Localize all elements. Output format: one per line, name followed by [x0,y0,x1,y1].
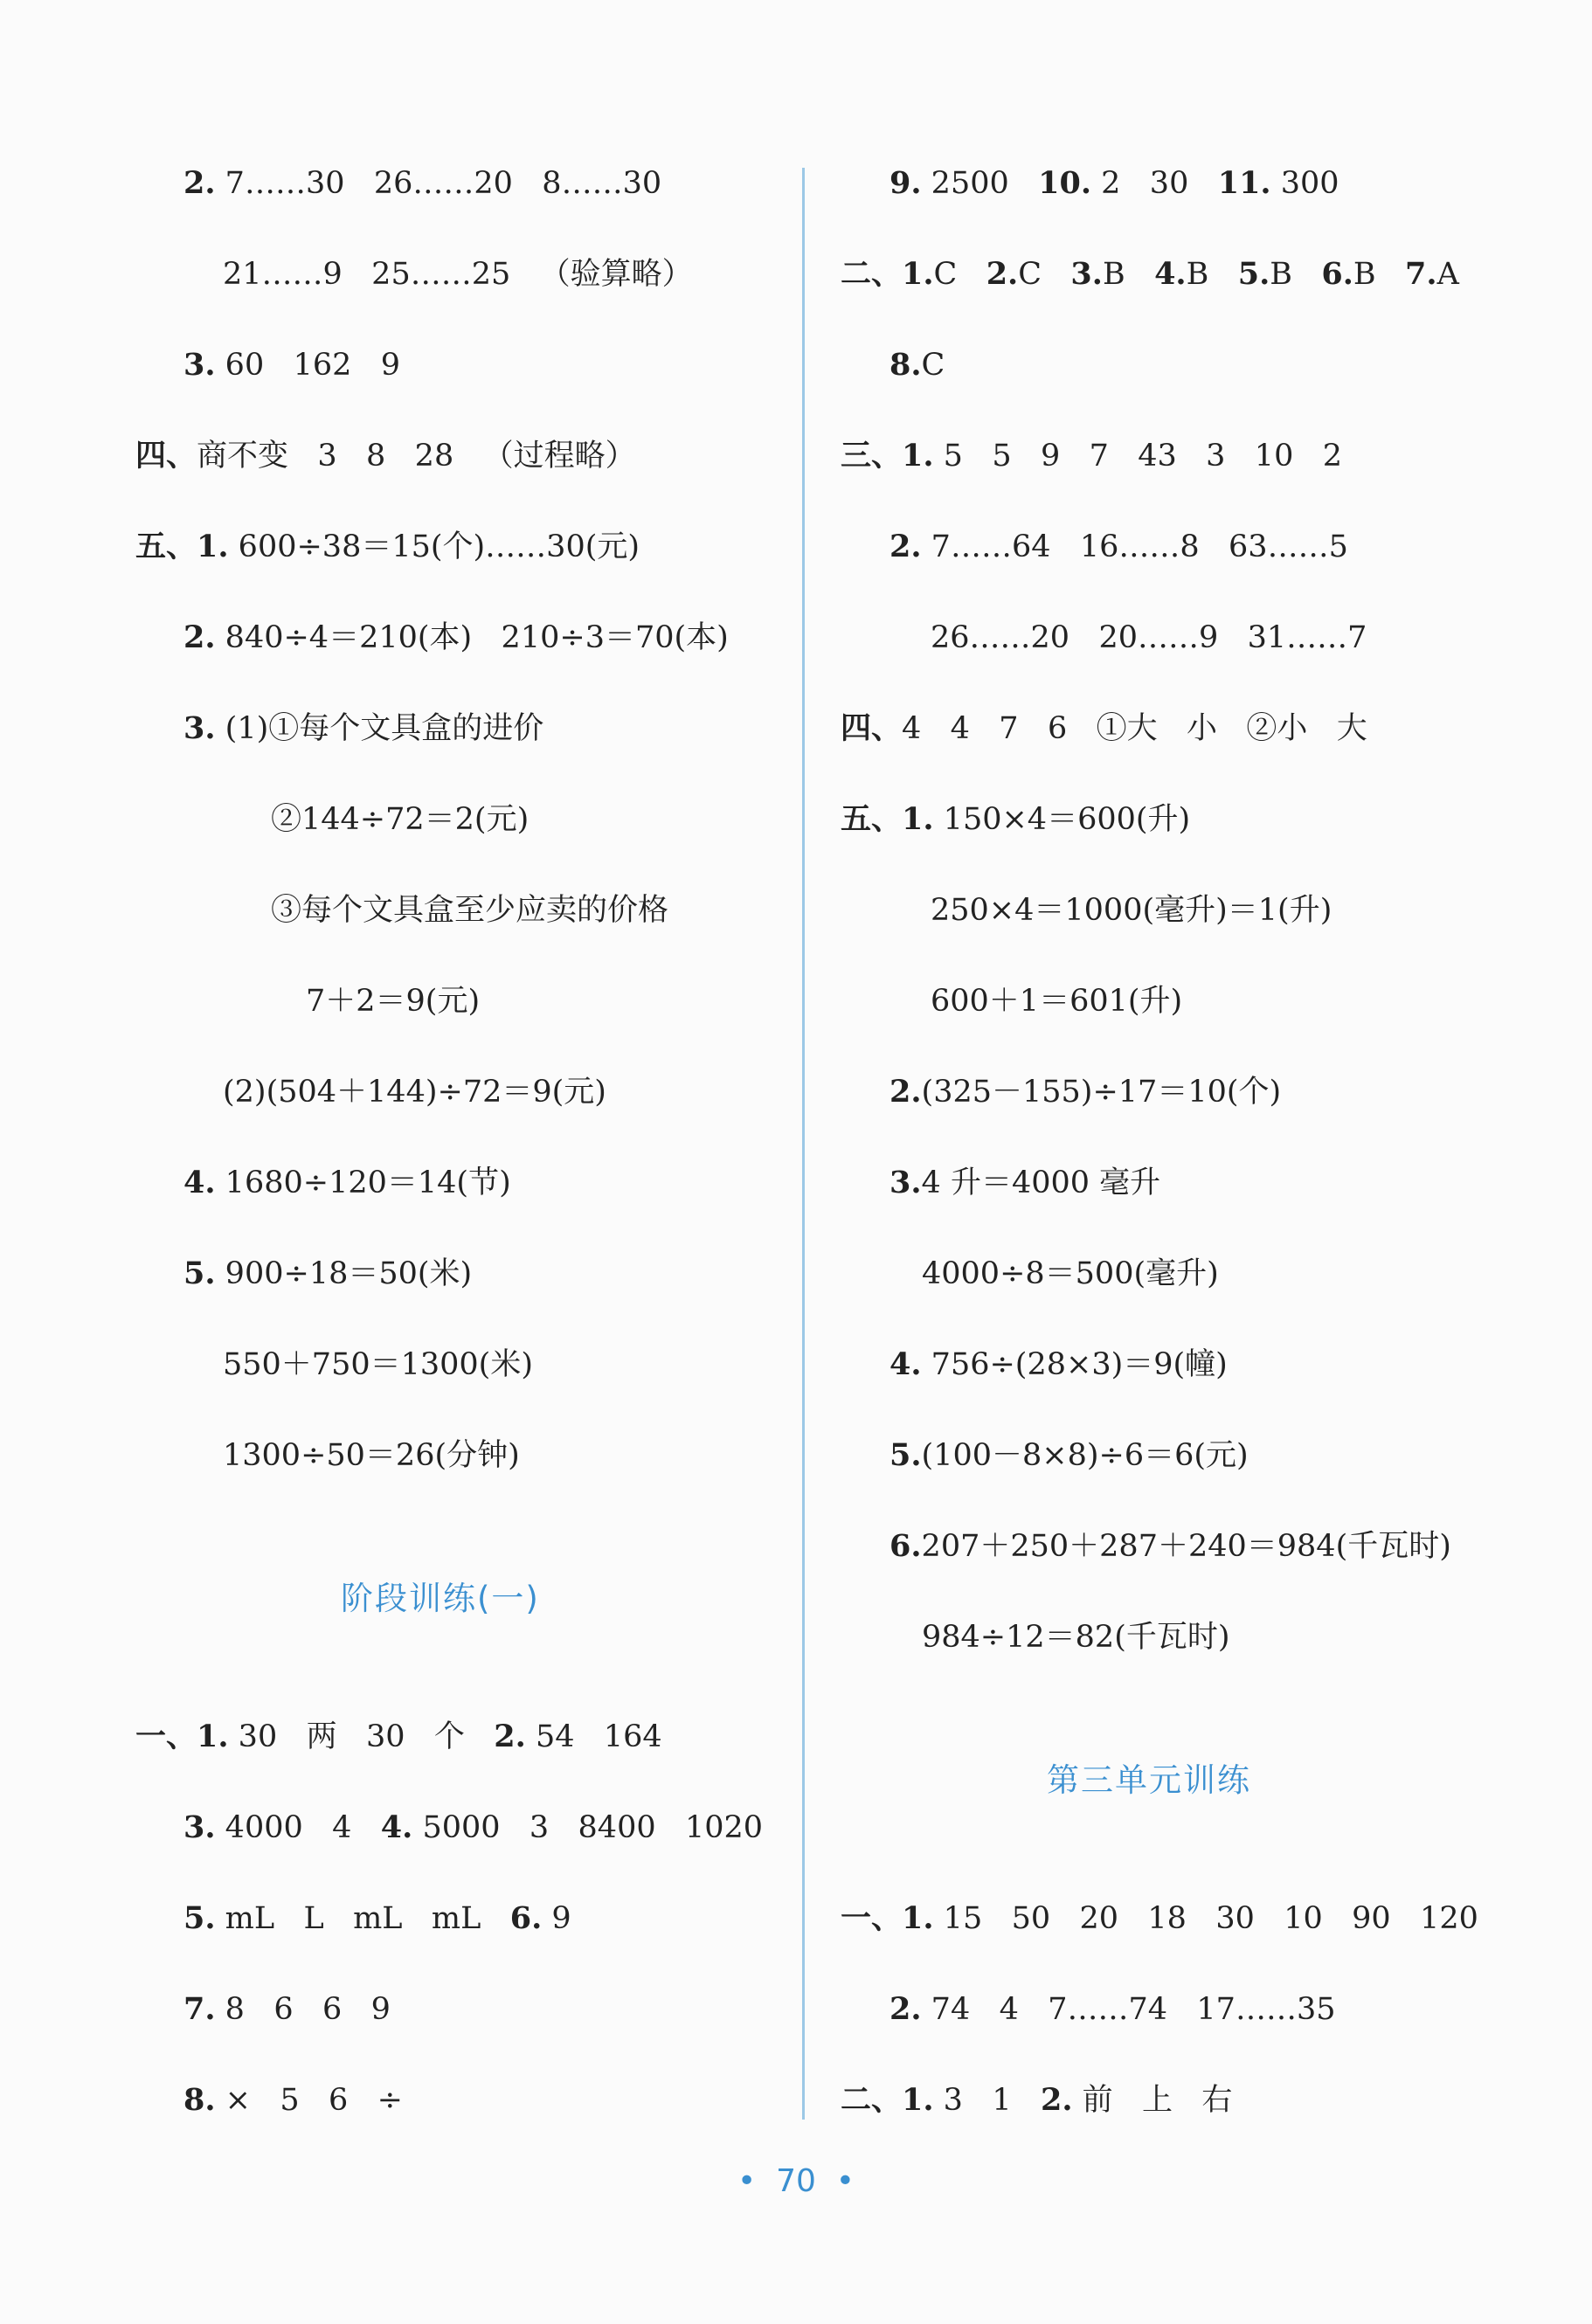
left-line-19: 7. 8 6 6 9 [183,1991,391,2027]
left-line-13: 5. 900÷18＝50(米) [183,1255,473,1291]
left-line-15: 1300÷50＝26(分钟) [223,1438,520,1473]
right-line-17: 984÷12＝82(千瓦时) [922,1620,1230,1655]
left-line-16: 一、1. 30 两 30 个 2. 54 164 [135,1719,662,1754]
left-line-6: 2. 840÷4＝210(本) 210÷3＝70(本) [183,619,729,655]
left-line-1: 2. 7……30 26……20 8……30 [183,165,662,201]
right-line-7: 四、4 4 7 6 ①大 小 ②小 大 [841,710,1367,746]
left-line-18: 5. mL L mL mL 6. 9 [183,1900,571,1936]
column-divider [802,168,805,2120]
right-line-20: 二、1. 3 1 2. 前 上 右 [841,2082,1233,2118]
section-heading-stage-training: 阶段训练(一) [341,1580,540,1617]
right-line-3: 8.C [889,347,945,383]
left-line-5: 五、1. 600÷38＝15(个)……30(元) [135,529,640,564]
left-line-17: 3. 4000 4 4. 5000 3 8400 1020 [183,1809,764,1845]
left-line-10: 7＋2＝9(元) [306,984,481,1019]
left-line-3: 3. 60 162 9 [183,347,401,383]
right-line-12: 3.4 升＝4000 毫升 [889,1165,1161,1200]
right-line-4: 三、1. 5 5 9 7 43 3 10 2 [841,438,1342,474]
left-line-7: 3. (1)①每个文具盒的进价 [183,710,544,746]
left-line-4: 四、商不变 3 8 28 （过程略） [135,438,636,474]
right-line-8: 五、1. 150×4＝600(升) [841,801,1191,837]
right-line-6: 26……20 20……9 31……7 [931,620,1367,655]
left-line-9: ③每个文具盒至少应卖的价格 [271,893,669,928]
right-line-13: 4000÷8＝500(毫升) [922,1256,1219,1291]
left-line-20: 8. × 5 6 ÷ [183,2082,403,2118]
right-line-18: 一、1. 15 50 20 18 30 10 90 120 [841,1900,1478,1936]
right-line-2: 二、1.C 2.C 3.B 4.B 5.B 6.B 7.A [841,256,1459,292]
right-line-16: 6.207＋250＋287＋240＝984(千瓦时) [889,1528,1451,1564]
right-line-10: 600＋1＝601(升) [931,984,1183,1019]
right-line-19: 2. 74 4 7……74 17……35 [889,1991,1336,2027]
right-line-11: 2.(325－155)÷17＝10(个) [889,1074,1282,1110]
left-line-2: 21……9 25……25 （验算略） [223,257,693,292]
page-number: • 70 • [737,2163,855,2199]
right-line-14: 4. 756÷(28×3)＝9(幢) [889,1346,1228,1382]
left-line-12: 4. 1680÷120＝14(节) [183,1165,511,1200]
right-line-9: 250×4＝1000(毫升)＝1(升) [931,893,1332,928]
left-line-11: (2)(504＋144)÷72＝9(元) [223,1075,606,1110]
left-line-8: ②144÷72＝2(元) [271,802,530,837]
right-line-5: 2. 7……64 16……8 63……5 [889,529,1348,564]
right-line-15: 5.(100－8×8)÷6＝6(元) [889,1437,1249,1473]
left-line-14: 550＋750＝1300(米) [223,1347,533,1382]
section-heading-unit-three: 第三单元训练 [1047,1761,1251,1799]
right-line-1: 9. 2500 10. 2 30 11. 300 [889,165,1339,201]
